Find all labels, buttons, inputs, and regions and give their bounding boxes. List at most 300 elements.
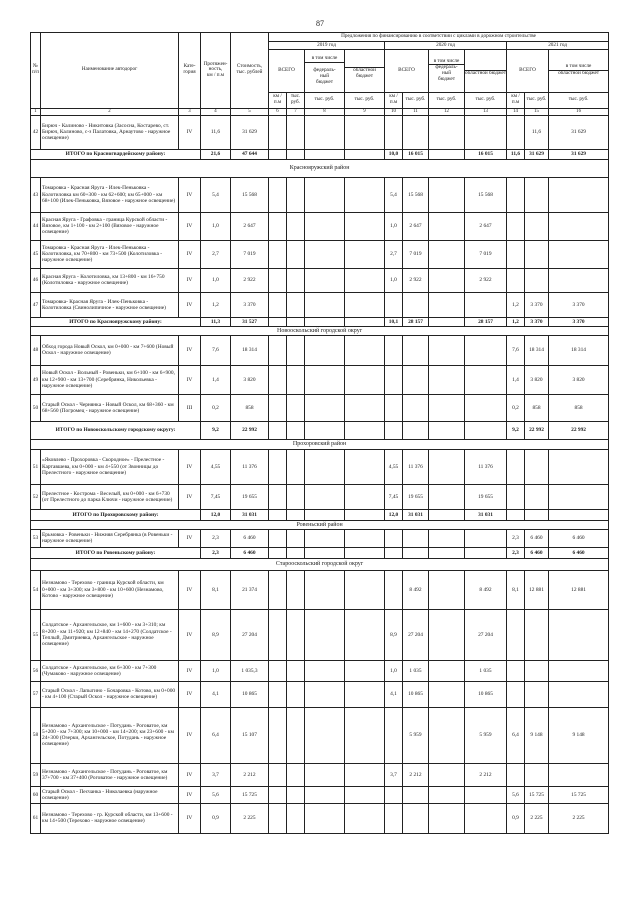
road-cost: 3 820 — [231, 365, 269, 394]
road-length: 3,7 — [201, 763, 231, 786]
road-category: IV — [179, 449, 201, 484]
row-number: 45 — [31, 240, 41, 268]
table-row — [31, 240, 609, 268]
table-row — [31, 449, 609, 484]
financing-cell: 1,2 — [507, 317, 525, 326]
financing-cell — [385, 115, 403, 149]
road-name: Старый Оскол - Лапыгино - Бочаровка - Котово, км 0+000 - км 4+100 (Старый Оскол - наружное освещение) — [41, 681, 179, 707]
financing-cell: 12 881 — [525, 570, 549, 609]
column-number-cell: 8 — [305, 108, 345, 115]
financing-cell — [305, 786, 345, 803]
financing-cell — [305, 509, 345, 520]
table-row — [31, 681, 609, 707]
financing-cell — [465, 115, 507, 149]
financing-cell — [345, 707, 385, 763]
financing-cell: 19 655 — [403, 484, 429, 509]
road-length: 2,7 — [201, 240, 231, 268]
financing-cell: 6,4 — [507, 707, 525, 763]
financing-cell: 858 — [525, 394, 549, 421]
financing-cell: 2 225 — [549, 803, 609, 833]
financing-cell — [465, 421, 507, 439]
road-cost: 18 314 — [231, 335, 269, 365]
financing-cell — [287, 149, 305, 159]
header-year-2021: 2021 год — [507, 42, 609, 50]
financing-cell — [525, 660, 549, 681]
financing-cell: 15 568 — [403, 177, 429, 212]
table-row — [31, 115, 609, 149]
district-heading-row — [31, 159, 609, 177]
financing-cell — [429, 268, 465, 292]
road-cost: 858 — [231, 394, 269, 421]
financing-cell — [345, 660, 385, 681]
financing-cell — [287, 394, 305, 421]
financing-cell — [507, 660, 525, 681]
financing-cell — [269, 149, 287, 159]
financing-cell — [429, 365, 465, 394]
financing-cell — [385, 707, 403, 763]
financing-cell — [305, 317, 345, 326]
financing-cell — [269, 681, 287, 707]
road-category: IV — [179, 177, 201, 212]
financing-cell — [269, 421, 287, 439]
financing-cell — [385, 292, 403, 317]
road-name: Незнамово - Архангельское - Потудань - Роговатое, км 37+700 - км 37+400 (Роговатое - наружное освещение) — [41, 763, 179, 786]
road-cost: 7 019 — [231, 240, 269, 268]
financing-cell: 1,0 — [385, 212, 403, 240]
financing-cell: 7 019 — [403, 240, 429, 268]
road-name: Томаровка- Красная Яруга - Илек-Пеньковка - Колотиловка (Свинолипичное - наружное освещение) — [41, 292, 179, 317]
financing-cell — [287, 268, 305, 292]
total-label: ИТОГО по Краснояружскому району: — [31, 317, 201, 326]
district-heading: Старооскольский городской округ — [31, 558, 609, 570]
total-cost: 31 527 — [231, 317, 269, 326]
financing-cell — [525, 681, 549, 707]
financing-cell — [525, 484, 549, 509]
financing-cell — [345, 212, 385, 240]
financing-cell — [429, 317, 465, 326]
financing-cell: 10 865 — [403, 681, 429, 707]
financing-cell — [269, 115, 287, 149]
financing-cell — [345, 317, 385, 326]
financing-cell — [287, 421, 305, 439]
total-cost: 6 460 — [231, 547, 269, 558]
financing-cell — [429, 609, 465, 660]
financing-cell — [465, 529, 507, 547]
financing-cell — [287, 240, 305, 268]
total-length: 9,2 — [201, 421, 231, 439]
financing-cell: 15 725 — [525, 786, 549, 803]
table-row — [31, 707, 609, 763]
road-length: 0,9 — [201, 803, 231, 833]
financing-cell: 7 019 — [465, 240, 507, 268]
financing-cell — [269, 365, 287, 394]
financing-table-sheet — [30, 32, 608, 834]
header-number: № п/п — [31, 33, 41, 109]
financing-cell — [287, 449, 305, 484]
road-length: 5,4 — [201, 177, 231, 212]
financing-cell: 1 035 — [403, 660, 429, 681]
road-cost: 11 376 — [231, 449, 269, 484]
financing-cell — [287, 317, 305, 326]
road-cost: 21 374 — [231, 570, 269, 609]
road-category: IV — [179, 484, 201, 509]
financing-cell — [429, 484, 465, 509]
header-unit-cell: тыс. руб. — [525, 92, 549, 108]
header-unit-cell: тыс. руб. — [549, 92, 609, 108]
column-number-cell: 1 — [31, 108, 41, 115]
header-cost: Стоимость, тыс. рублей — [231, 33, 269, 109]
financing-cell: 11 376 — [465, 449, 507, 484]
financing-cell — [287, 292, 305, 317]
financing-cell — [269, 335, 287, 365]
total-row — [31, 547, 609, 558]
row-number: 55 — [31, 609, 41, 660]
header-regional: областной бюджет — [353, 67, 376, 80]
financing-cell: 6 460 — [549, 547, 609, 558]
financing-cell: 7,45 — [385, 484, 403, 509]
road-cost: 27 204 — [231, 609, 269, 660]
table-row — [31, 484, 609, 509]
financing-cell: 19 655 — [465, 484, 507, 509]
table-row — [31, 292, 609, 317]
financing-cell: 3 370 — [549, 292, 609, 317]
column-number-cell: 11 — [403, 108, 429, 115]
table-row — [31, 212, 609, 240]
financing-cell: 3 370 — [525, 317, 549, 326]
financing-cell — [287, 786, 305, 803]
financing-cell — [429, 529, 465, 547]
road-cost: 2 647 — [231, 212, 269, 240]
header-of-which: в том числе — [429, 59, 464, 66]
row-number: 42 — [31, 115, 41, 149]
total-label: ИТОГО по Прохоровскому району: — [31, 509, 201, 520]
financing-cell: 8 492 — [403, 570, 429, 609]
financing-cell — [345, 484, 385, 509]
financing-cell: 31 629 — [549, 149, 609, 159]
financing-cell — [525, 449, 549, 484]
financing-cell — [305, 115, 345, 149]
financing-cell — [429, 786, 465, 803]
road-category: IV — [179, 240, 201, 268]
financing-cell: 22 992 — [549, 421, 609, 439]
financing-cell — [345, 177, 385, 212]
financing-cell — [269, 212, 287, 240]
total-length: 11,3 — [201, 317, 231, 326]
financing-cell: 27 204 — [403, 609, 429, 660]
financing-cell — [305, 609, 345, 660]
financing-cell — [305, 484, 345, 509]
financing-cell — [345, 149, 385, 159]
table-row — [31, 609, 609, 660]
road-name: Красная Яруга - Графовка - граница Курской области - Вязовое, км 1+100 - км 2+100 (Вязовое - наружное освещение) — [41, 212, 179, 240]
table-row — [31, 660, 609, 681]
financing-cell — [465, 547, 507, 558]
district-heading: Ровеньский район — [31, 520, 609, 529]
road-category: IV — [179, 707, 201, 763]
road-name: Незнамово - Терехово - гр. Курской области, км 13+600 - км 14+500 (Терехово - наружное освещение) — [41, 803, 179, 833]
financing-cell — [429, 240, 465, 268]
financing-cell: 28 157 — [465, 317, 507, 326]
table-body — [31, 115, 609, 833]
financing-cell — [305, 335, 345, 365]
financing-cell — [269, 609, 287, 660]
financing-cell — [465, 365, 507, 394]
financing-cell: 6 460 — [549, 529, 609, 547]
financing-cell — [403, 803, 429, 833]
financing-cell — [507, 609, 525, 660]
financing-cell — [525, 268, 549, 292]
header-unit-cell: тыс. руб. — [403, 92, 429, 108]
road-name: Ерьмовка - Ровеньки - Нижняя Серебрянка (в Ровеньки - наружное освещение) — [41, 529, 179, 547]
financing-cell — [269, 292, 287, 317]
financing-cell: 22 992 — [525, 421, 549, 439]
road-length: 4,1 — [201, 681, 231, 707]
financing-cell: 2 647 — [403, 212, 429, 240]
financing-cell: 4,1 — [385, 681, 403, 707]
header-unit-cell: тыс. руб. — [287, 92, 305, 108]
financing-cell — [507, 212, 525, 240]
financing-cell — [429, 421, 465, 439]
financing-cell — [269, 707, 287, 763]
financing-cell — [287, 115, 305, 149]
financing-cell — [429, 803, 465, 833]
financing-cell: 15 568 — [465, 177, 507, 212]
financing-cell — [345, 394, 385, 421]
road-name: Томаровка - Красная Яруга - Илек-Пеньковка - Колотиловка км 60+300 - км 62+600; км 65+000 - км 68+100 (Илек-Пеньковка, Вязовое - наружное освещение) — [41, 177, 179, 212]
financing-cell — [287, 177, 305, 212]
road-name: Красная Яруга - Колотиловка, км 13+800 - км 16+750 (Колотиловка - наружное освещение) — [41, 268, 179, 292]
road-category: IV — [179, 529, 201, 547]
row-number: 54 — [31, 570, 41, 609]
header-regional: областной бюджет — [465, 70, 506, 77]
road-name: Незнамово - Терехово - граница Курской области, км 0+000 - км 3+300; км 3+800 - км 10+600 (Незнамово, Котово - наружное освещение) — [41, 570, 179, 609]
financing-cell: 5,6 — [507, 786, 525, 803]
financing-cell: 12 881 — [549, 570, 609, 609]
row-number: 47 — [31, 292, 41, 317]
table-row — [31, 365, 609, 394]
financing-cell — [429, 449, 465, 484]
financing-cell — [269, 240, 287, 268]
road-length: 5,6 — [201, 786, 231, 803]
financing-cell — [287, 609, 305, 660]
financing-cell — [305, 268, 345, 292]
total-cost: 47 644 — [231, 149, 269, 159]
column-number-cell: 7 — [287, 108, 305, 115]
header-2019-federal — [305, 50, 345, 93]
financing-cell: 12,0 — [385, 509, 403, 520]
financing-cell: 9,2 — [507, 421, 525, 439]
column-number-cell: 13 — [465, 108, 507, 115]
financing-cell — [549, 660, 609, 681]
financing-cell — [305, 570, 345, 609]
financing-cell — [269, 529, 287, 547]
header-year-2019: 2019 год — [269, 42, 385, 50]
road-length: 4,55 — [201, 449, 231, 484]
financing-cell: 3 370 — [549, 317, 609, 326]
road-category: IV — [179, 115, 201, 149]
header-unit-cell: км / п.м — [269, 92, 287, 108]
financing-cell — [549, 177, 609, 212]
financing-cell: 2 212 — [465, 763, 507, 786]
row-number: 58 — [31, 707, 41, 763]
financing-cell — [287, 365, 305, 394]
table-row — [31, 786, 609, 803]
road-cost: 2 225 — [231, 803, 269, 833]
table-row — [31, 335, 609, 365]
financing-cell — [269, 509, 287, 520]
financing-cell — [429, 335, 465, 365]
financing-cell — [385, 570, 403, 609]
financing-cell — [465, 335, 507, 365]
header-federal: федераль- ный бюджет — [435, 64, 458, 83]
financing-cell — [429, 763, 465, 786]
financing-cell — [269, 177, 287, 212]
financing-cell — [269, 786, 287, 803]
financing-cell: 3 820 — [549, 365, 609, 394]
financing-cell — [403, 335, 429, 365]
financing-cell — [305, 212, 345, 240]
financing-cell — [287, 803, 305, 833]
financing-cell — [525, 609, 549, 660]
financing-cell — [345, 292, 385, 317]
row-number: 61 — [31, 803, 41, 833]
total-length: 12,0 — [201, 509, 231, 520]
financing-cell: 15 725 — [549, 786, 609, 803]
financing-cell — [345, 786, 385, 803]
financing-cell — [429, 707, 465, 763]
road-category: IV — [179, 335, 201, 365]
financing-cell — [465, 394, 507, 421]
header-unit-cell: тыс. руб. — [465, 92, 507, 108]
financing-cell — [403, 421, 429, 439]
road-name: Томаровка - Красная Яруга - Илек-Пеньковка - Колотиловка, км 70+800 - км 73+500 (Колотиловка - наружное освещение) — [41, 240, 179, 268]
road-name: Солдатское - Архангельское, км 6+300 - км 7+300 (Чумаково - наружное освещение) — [41, 660, 179, 681]
header-unit-cell: тыс. руб. — [305, 92, 345, 108]
row-number: 57 — [31, 681, 41, 707]
header-unit-cell: тыс. руб. — [345, 92, 385, 108]
page-number: 87 — [316, 19, 324, 28]
financing-cell: 1,0 — [385, 660, 403, 681]
road-category: IV — [179, 660, 201, 681]
header-unit-cell: тыс. руб. — [429, 92, 465, 108]
row-number: 59 — [31, 763, 41, 786]
financing-cell — [385, 529, 403, 547]
header-unit-cell: км / п.м — [385, 92, 403, 108]
financing-cell: 6 460 — [525, 547, 549, 558]
financing-cell — [305, 365, 345, 394]
financing-cell — [549, 212, 609, 240]
road-length: 0,2 — [201, 394, 231, 421]
row-number: 56 — [31, 660, 41, 681]
road-length: 7,6 — [201, 335, 231, 365]
financing-cell — [305, 292, 345, 317]
road-category: IV — [179, 786, 201, 803]
financing-cell — [269, 547, 287, 558]
district-heading-row — [31, 326, 609, 335]
road-cost: 2 212 — [231, 763, 269, 786]
financing-cell: 8,9 — [385, 609, 403, 660]
financing-cell — [345, 681, 385, 707]
financing-cell: 2,3 — [507, 547, 525, 558]
financing-cell — [345, 268, 385, 292]
financing-cell — [345, 335, 385, 365]
financing-cell — [403, 529, 429, 547]
financing-cell: 27 204 — [465, 609, 507, 660]
header-2020-total: ВСЕГО — [385, 50, 429, 93]
financing-cell: 18 314 — [525, 335, 549, 365]
district-heading: Прохоровский район — [31, 439, 609, 449]
row-number: 52 — [31, 484, 41, 509]
column-number-cell: 5 — [231, 108, 269, 115]
road-length: 7,45 — [201, 484, 231, 509]
financing-cell — [345, 509, 385, 520]
financing-cell — [287, 529, 305, 547]
financing-cell — [305, 177, 345, 212]
header-2019-total: ВСЕГО — [269, 50, 305, 93]
table-row — [31, 268, 609, 292]
financing-cell — [305, 660, 345, 681]
road-category: IV — [179, 268, 201, 292]
road-cost: 2 922 — [231, 268, 269, 292]
road-category: IV — [179, 681, 201, 707]
financing-cell — [549, 449, 609, 484]
financing-cell — [429, 177, 465, 212]
row-number: 51 — [31, 449, 41, 484]
financing-cell — [269, 484, 287, 509]
financing-cell — [507, 509, 525, 520]
total-length: 2,3 — [201, 547, 231, 558]
road-length: 8,1 — [201, 570, 231, 609]
row-number: 49 — [31, 365, 41, 394]
financing-cell — [345, 240, 385, 268]
road-cost: 31 629 — [231, 115, 269, 149]
financing-cell: 2 647 — [465, 212, 507, 240]
financing-cell: 1,0 — [385, 268, 403, 292]
financing-cell — [429, 660, 465, 681]
financing-cell: 31 031 — [403, 509, 429, 520]
road-cost: 19 655 — [231, 484, 269, 509]
financing-cell — [345, 609, 385, 660]
financing-cell — [385, 365, 403, 394]
financing-cell — [345, 115, 385, 149]
total-row — [31, 421, 609, 439]
financing-cell — [549, 609, 609, 660]
header-column-numbers — [31, 108, 609, 115]
financing-cell — [269, 449, 287, 484]
table-row — [31, 763, 609, 786]
row-number: 44 — [31, 212, 41, 240]
financing-cell: 1,2 — [507, 292, 525, 317]
road-name: Солдатское - Архангельское, км 1+600 - км 3+310; км 8+200 - км 11+920; км 12+840 - км 14+270 (Солдатское - Теплый, Дмитриевка, Архангельское - наружное освещение) — [41, 609, 179, 660]
total-row — [31, 509, 609, 520]
financing-cell — [429, 292, 465, 317]
row-number: 53 — [31, 529, 41, 547]
road-length: 8,9 — [201, 609, 231, 660]
financing-cell — [429, 570, 465, 609]
financing-cell: 31 629 — [549, 115, 609, 149]
financing-cell — [525, 212, 549, 240]
financing-cell — [305, 529, 345, 547]
financing-cell — [549, 681, 609, 707]
financing-cell: 11,6 — [525, 115, 549, 149]
district-heading-row — [31, 520, 609, 529]
financing-cell: 2 212 — [403, 763, 429, 786]
financing-cell — [269, 570, 287, 609]
road-cost: 15 107 — [231, 707, 269, 763]
financing-cell — [385, 803, 403, 833]
financing-cell — [429, 509, 465, 520]
financing-cell — [345, 365, 385, 394]
